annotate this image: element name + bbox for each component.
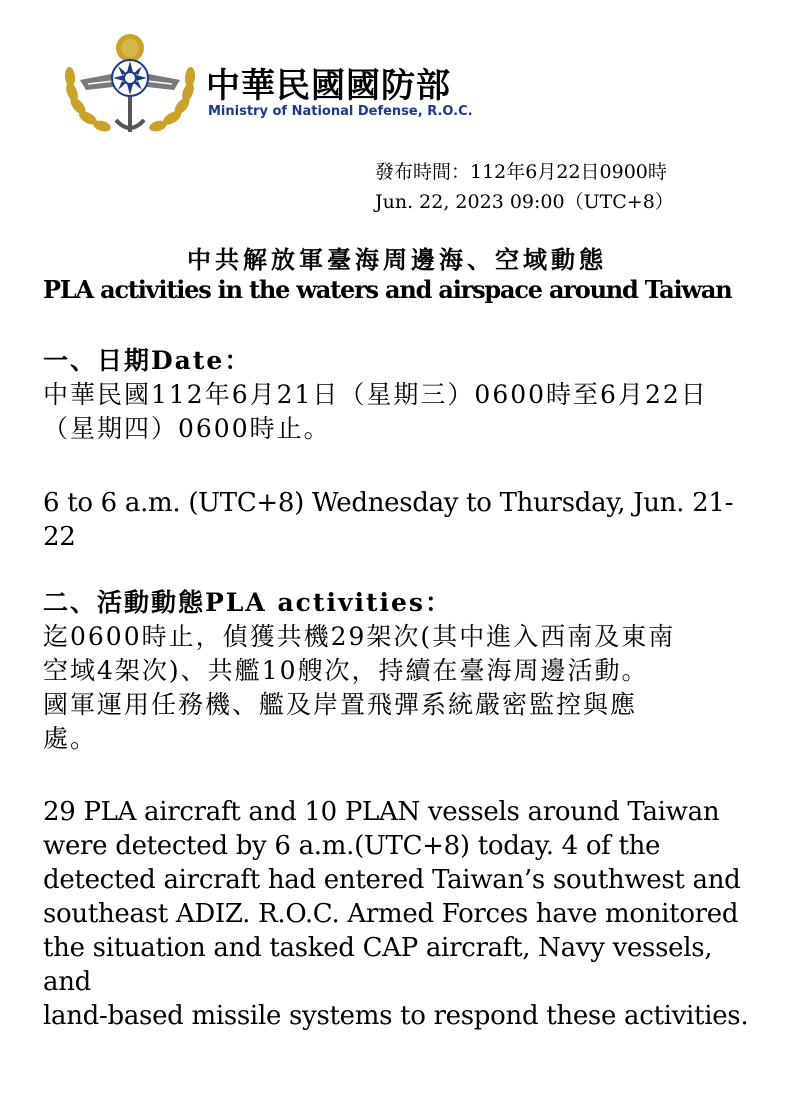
section-date-en-line1: 6 to 6 a.m. (UTC+8) Wednesday to Thursday, Jun. 21- [43, 488, 734, 518]
ministry-name-zh: 中華民國國防部 [206, 66, 451, 106]
title-en: PLA activities in the waters and airspace around Taiwan [43, 275, 732, 304]
section-activities-en-line3: detected aircraft had entered Taiwan’s southwest and [43, 865, 741, 895]
section-activities-en-line1: 29 PLA aircraft and 10 PLAN vessels around Taiwan [43, 797, 720, 827]
section-date [43, 344, 763, 446]
section-activities-en-line4: southeast ADIZ. R.O.C. Armed Forces have monitored [43, 899, 739, 929]
section-date-zh-line2: （星期四）0600時止。 [43, 414, 331, 443]
section-activities-zh-line2: 空域4架次)、共艦10艘次，持續在臺海周邊活動。 [43, 656, 649, 685]
section-date-heading: 一、日期Date： [43, 346, 252, 375]
section-activities-en-line2: were detected by 6 a.m.(UTC+8) today. 4 of the [43, 831, 661, 861]
release-time-en: Jun. 22, 2023 09:00（UTC+8） [375, 191, 674, 213]
section-activities [43, 586, 763, 756]
section-activities-en-line6: land-based missile systems to respond these activities. [43, 1001, 749, 1031]
section-activities-zh-line1: 迄0600時止，偵獲共機29架次(其中進入西南及東南 [43, 622, 676, 651]
section-activities-zh-line4: 處。 [43, 724, 98, 753]
title-zh: 中共解放軍臺海周邊海、空域動態 [187, 245, 607, 274]
section-activities-zh-line3: 國軍運用任務機、艦及岸置飛彈系統嚴密監控與應 [43, 690, 638, 719]
ministry-name-en: Ministry of National Defense, R.O.C. [208, 104, 473, 119]
release-time [375, 157, 674, 217]
section-activities-en-line5: the situation and tasked CAP aircraft, Navy vessels, and [43, 933, 713, 997]
section-date-zh-line1: 中華民國112年6月21日（星期三）0600時至6月22日 [43, 380, 708, 409]
release-time-zh: 發布時間：112年6月22日0900時 [375, 161, 667, 183]
section-activities-heading: 二、活動動態PLA activities： [43, 588, 452, 617]
mnd-emblem-icon [60, 28, 200, 140]
section-activities-en [43, 795, 763, 1033]
section-date-en [43, 486, 763, 554]
section-date-en-line2: 22 [43, 522, 76, 552]
ministry-header [60, 28, 520, 143]
